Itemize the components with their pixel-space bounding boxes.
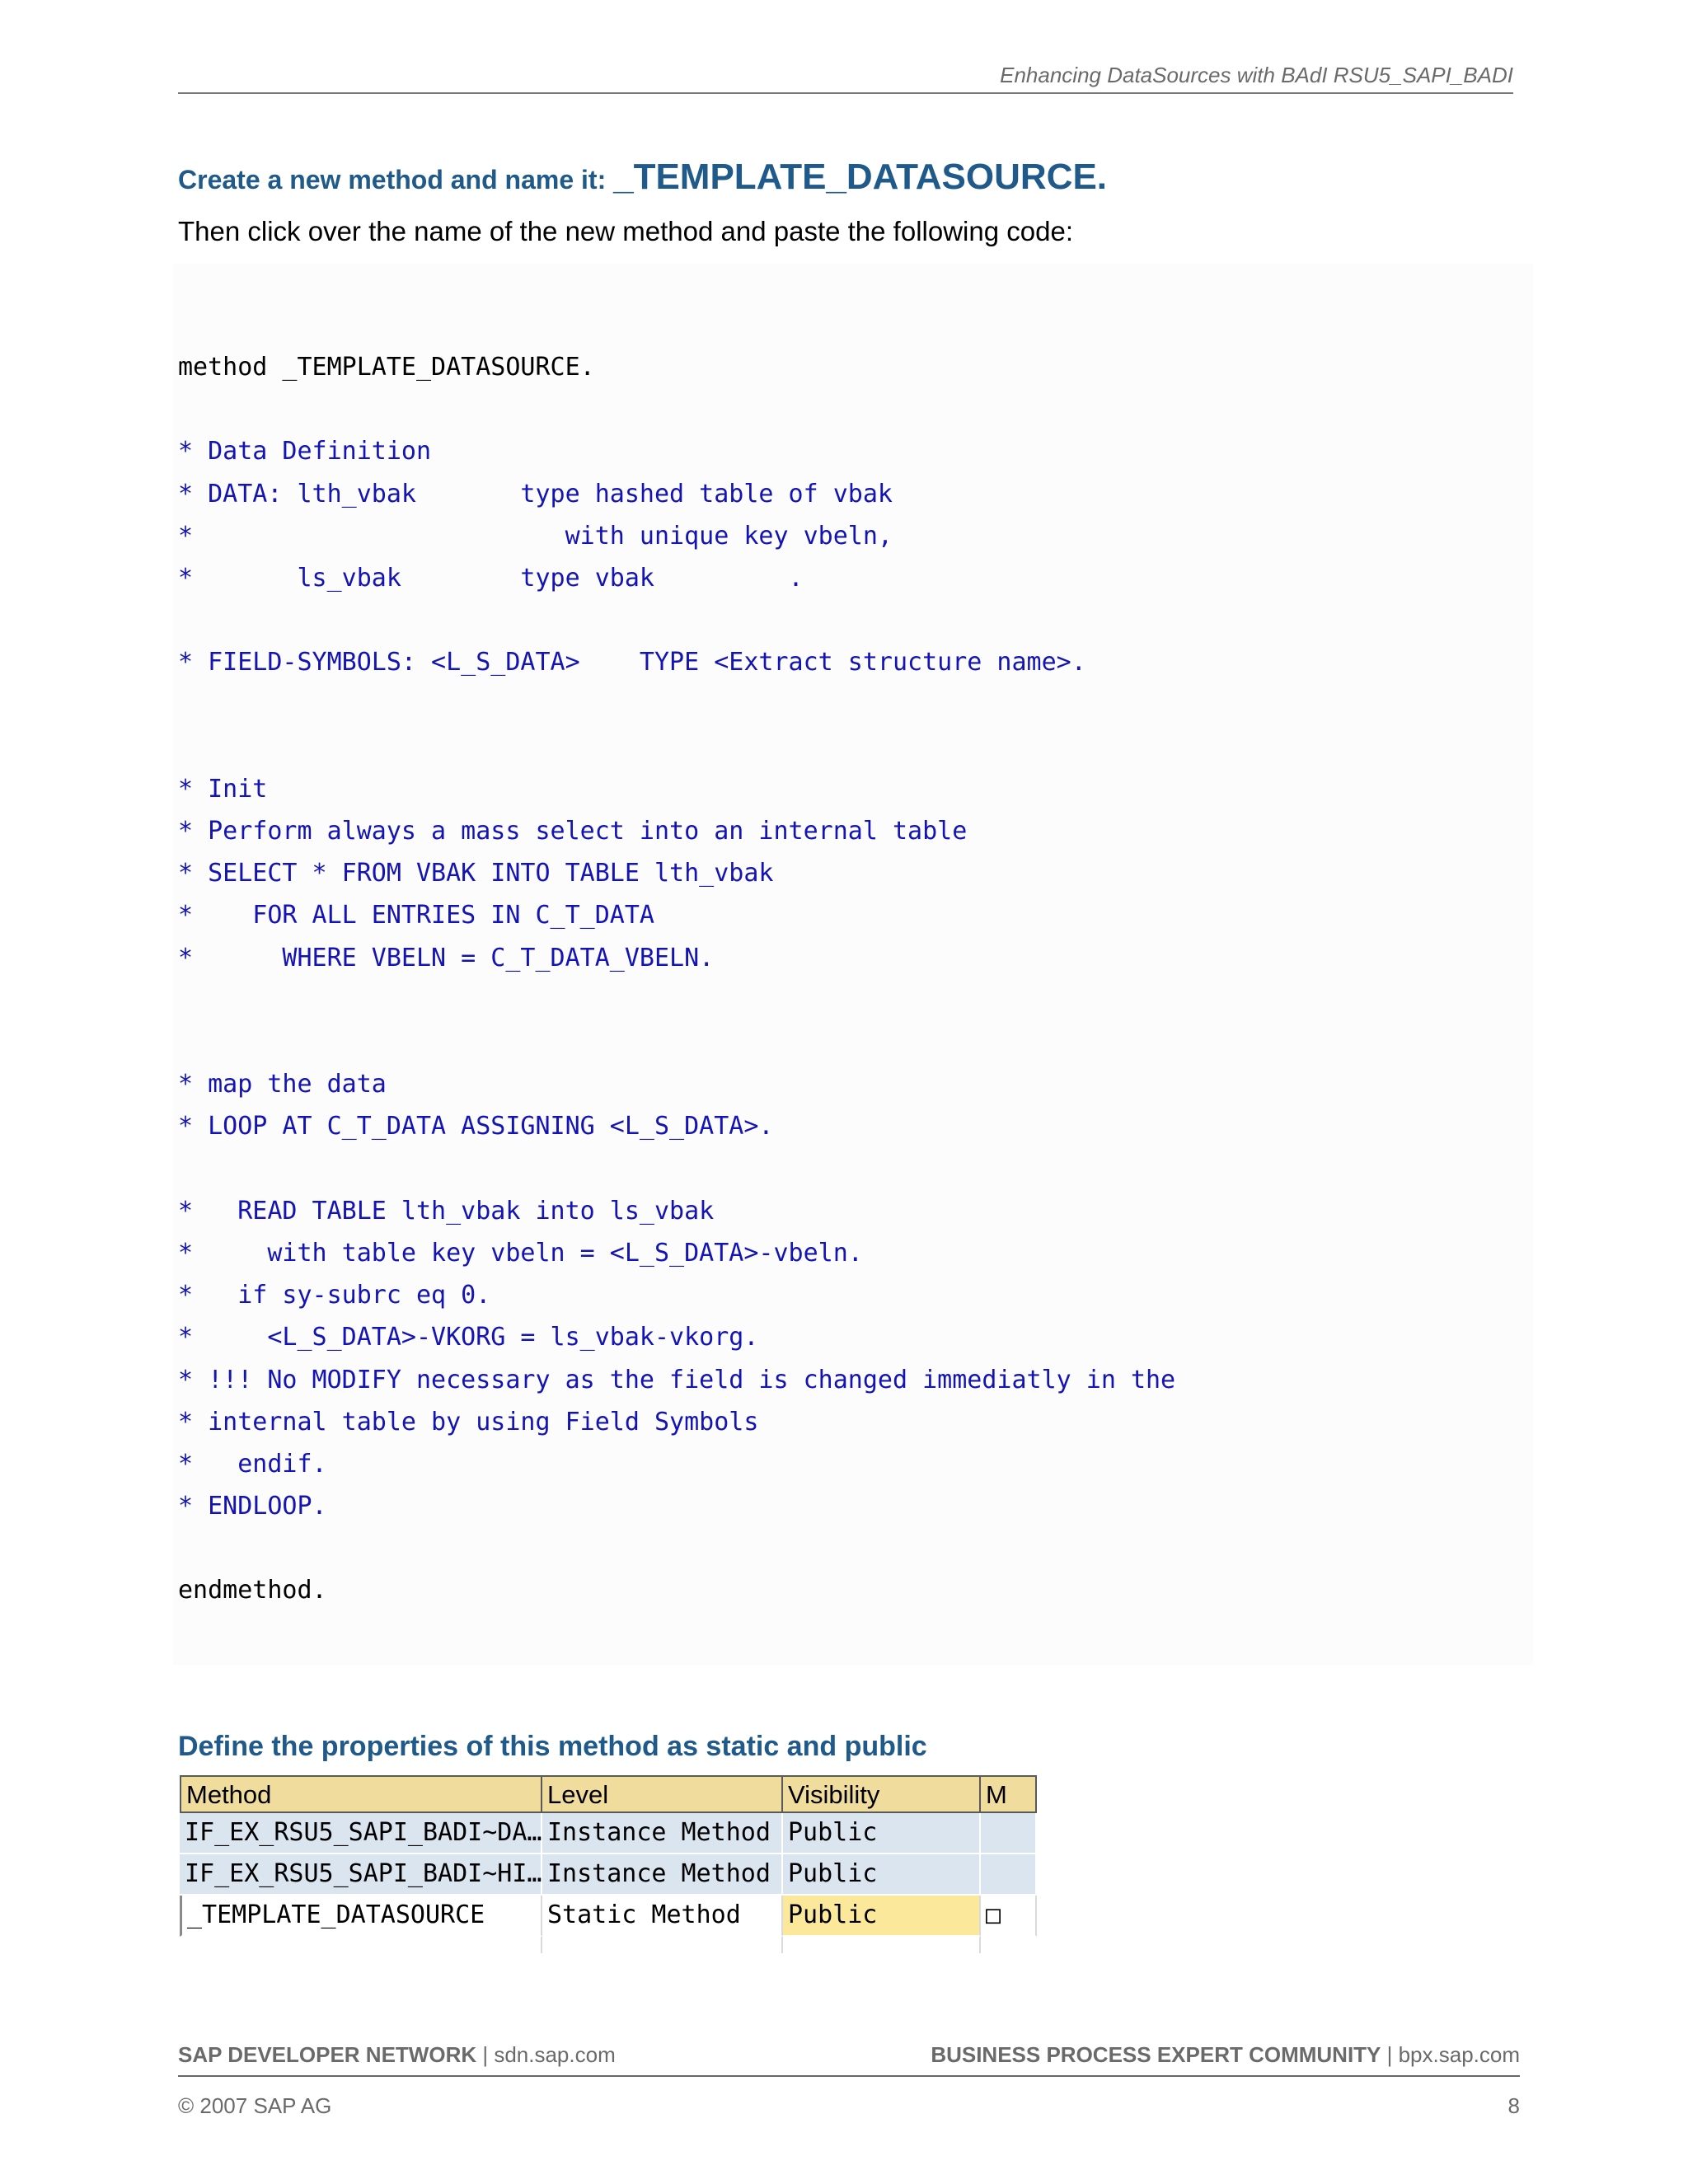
- code-comment-line: * WHERE VBELN = C_T_DATA_VBELN.: [178, 943, 715, 972]
- table-row[interactable]: [180, 1813, 1037, 1854]
- code-comment-line: * ENDLOOP.: [178, 1492, 327, 1521]
- footer-rule: [178, 2075, 1520, 2077]
- header-rule: [178, 92, 1513, 94]
- visibility-cell[interactable]: Public: [783, 1854, 981, 1896]
- table-header-row: [180, 1775, 1037, 1813]
- code-comment-line: * LOOP AT C_T_DATA ASSIGNING <L_S_DATA>.: [178, 1112, 774, 1141]
- column-header-level[interactable]: Level: [542, 1775, 783, 1813]
- table-row-empty: [180, 1937, 1037, 1953]
- code-comment-line: * <L_S_DATA>-VKORG = ls_vbak-vkorg.: [178, 1323, 759, 1352]
- code-comment-line: * FIELD-SYMBOLS: <L_S_DATA> TYPE <Extract structure name>.: [178, 648, 1086, 677]
- code-blank-line: [178, 599, 1175, 641]
- code-line: method _TEMPLATE_DATASOURCE.: [178, 353, 595, 382]
- code-comment-line: * if sy-subrc eq 0.: [178, 1281, 491, 1310]
- page-number: 8: [1507, 2093, 1520, 2118]
- code-comment-line: * with unique key vbeln,: [178, 521, 893, 551]
- method-cell[interactable]: _TEMPLATE_DATASOURCE: [180, 1896, 542, 1937]
- footer-bpx-name: BUSINESS PROCESS EXPERT COMMUNITY: [931, 2042, 1381, 2067]
- code-blank-line: [178, 726, 1175, 768]
- code-comment-line: * FOR ALL ENTRIES IN C_T_DATA: [178, 901, 654, 930]
- code-comment-line: * Data Definition: [178, 437, 432, 466]
- column-header-method[interactable]: Method: [180, 1775, 542, 1813]
- code-comment-line: * with table key vbeln = <L_S_DATA>-vbeln.: [178, 1238, 863, 1268]
- footer-sdn-name: SAP DEVELOPER NETWORK: [178, 2042, 477, 2067]
- code-comment-line: * map the data: [178, 1070, 387, 1099]
- footer-sdn-link[interactable]: sdn.sap.com: [494, 2042, 616, 2067]
- method-cell[interactable]: IF_EX_RSU5_SAPI_BADI~DA…: [180, 1813, 542, 1854]
- code-blank-line: [178, 684, 1175, 726]
- level-cell[interactable]: Instance Method: [542, 1813, 783, 1854]
- code-comment-line: * !!! No MODIFY necessary as the field is changed immediatly in the: [178, 1365, 1176, 1394]
- level-cell[interactable]: Static Method: [542, 1896, 783, 1937]
- extra-cell[interactable]: [981, 1854, 1037, 1896]
- table-row[interactable]: [180, 1854, 1037, 1896]
- method-table: [180, 1775, 1007, 1953]
- code-blank-line: [178, 1021, 1175, 1063]
- footer-sdn: [178, 2042, 616, 2068]
- footer-separator: |: [1381, 2042, 1399, 2067]
- code-comment-line: * endif.: [178, 1449, 327, 1479]
- code-blank-line: [178, 979, 1175, 1021]
- visibility-cell-highlighted[interactable]: Public: [783, 1896, 981, 1937]
- code-blank-line: [178, 1527, 1175, 1569]
- footer-separator: |: [476, 2042, 495, 2067]
- level-cell[interactable]: Instance Method: [542, 1854, 783, 1896]
- code-blank-line: [178, 388, 1175, 430]
- copyright: © 2007 SAP AG: [178, 2093, 332, 2118]
- code-comment-line: * ls_vbak type vbak .: [178, 563, 804, 593]
- empty-cell: [542, 1937, 783, 1953]
- column-header-m[interactable]: M: [981, 1775, 1037, 1813]
- footer-bpx-link[interactable]: bpx.sap.com: [1398, 2042, 1520, 2067]
- code-line: endmethod.: [178, 1576, 327, 1605]
- section-heading-properties: Define the properties of this method as static and public: [178, 1731, 927, 1762]
- column-header-visibility[interactable]: Visibility: [783, 1775, 981, 1813]
- section-heading-create-method: [178, 157, 1107, 198]
- code-comment-line: * Perform always a mass select into an internal table: [178, 817, 968, 846]
- code-blank-line: [178, 1148, 1175, 1190]
- empty-cell: [180, 1937, 542, 1953]
- table-row-selected[interactable]: [180, 1896, 1037, 1937]
- visibility-cell[interactable]: Public: [783, 1813, 981, 1854]
- heading-prefix: Create a new method and name it:: [178, 165, 607, 194]
- running-header: Enhancing DataSources with BAdI RSU5_SAPI_BADI: [1000, 63, 1513, 87]
- extra-cell[interactable]: [981, 1813, 1037, 1854]
- empty-cell: [783, 1937, 981, 1953]
- code-comment-line: * internal table by using Field Symbols: [178, 1407, 759, 1436]
- method-cell[interactable]: IF_EX_RSU5_SAPI_BADI~HI…: [180, 1854, 542, 1896]
- code-comment-line: * SELECT * FROM VBAK INTO TABLE lth_vbak: [178, 859, 774, 888]
- instruction-text: Then click over the name of the new method and paste the following code:: [178, 216, 1073, 246]
- code-comment-line: * DATA: lth_vbak type hashed table of vbak: [178, 479, 893, 509]
- footer-bpx: [931, 2042, 1520, 2068]
- code-comment-line: * READ TABLE lth_vbak into ls_vbak: [178, 1196, 715, 1226]
- detail-button-icon[interactable]: □: [981, 1896, 1037, 1937]
- heading-method-name: _TEMPLATE_DATASOURCE.: [613, 157, 1108, 197]
- code-block: [178, 346, 1175, 1612]
- code-comment-line: * Init: [178, 774, 268, 804]
